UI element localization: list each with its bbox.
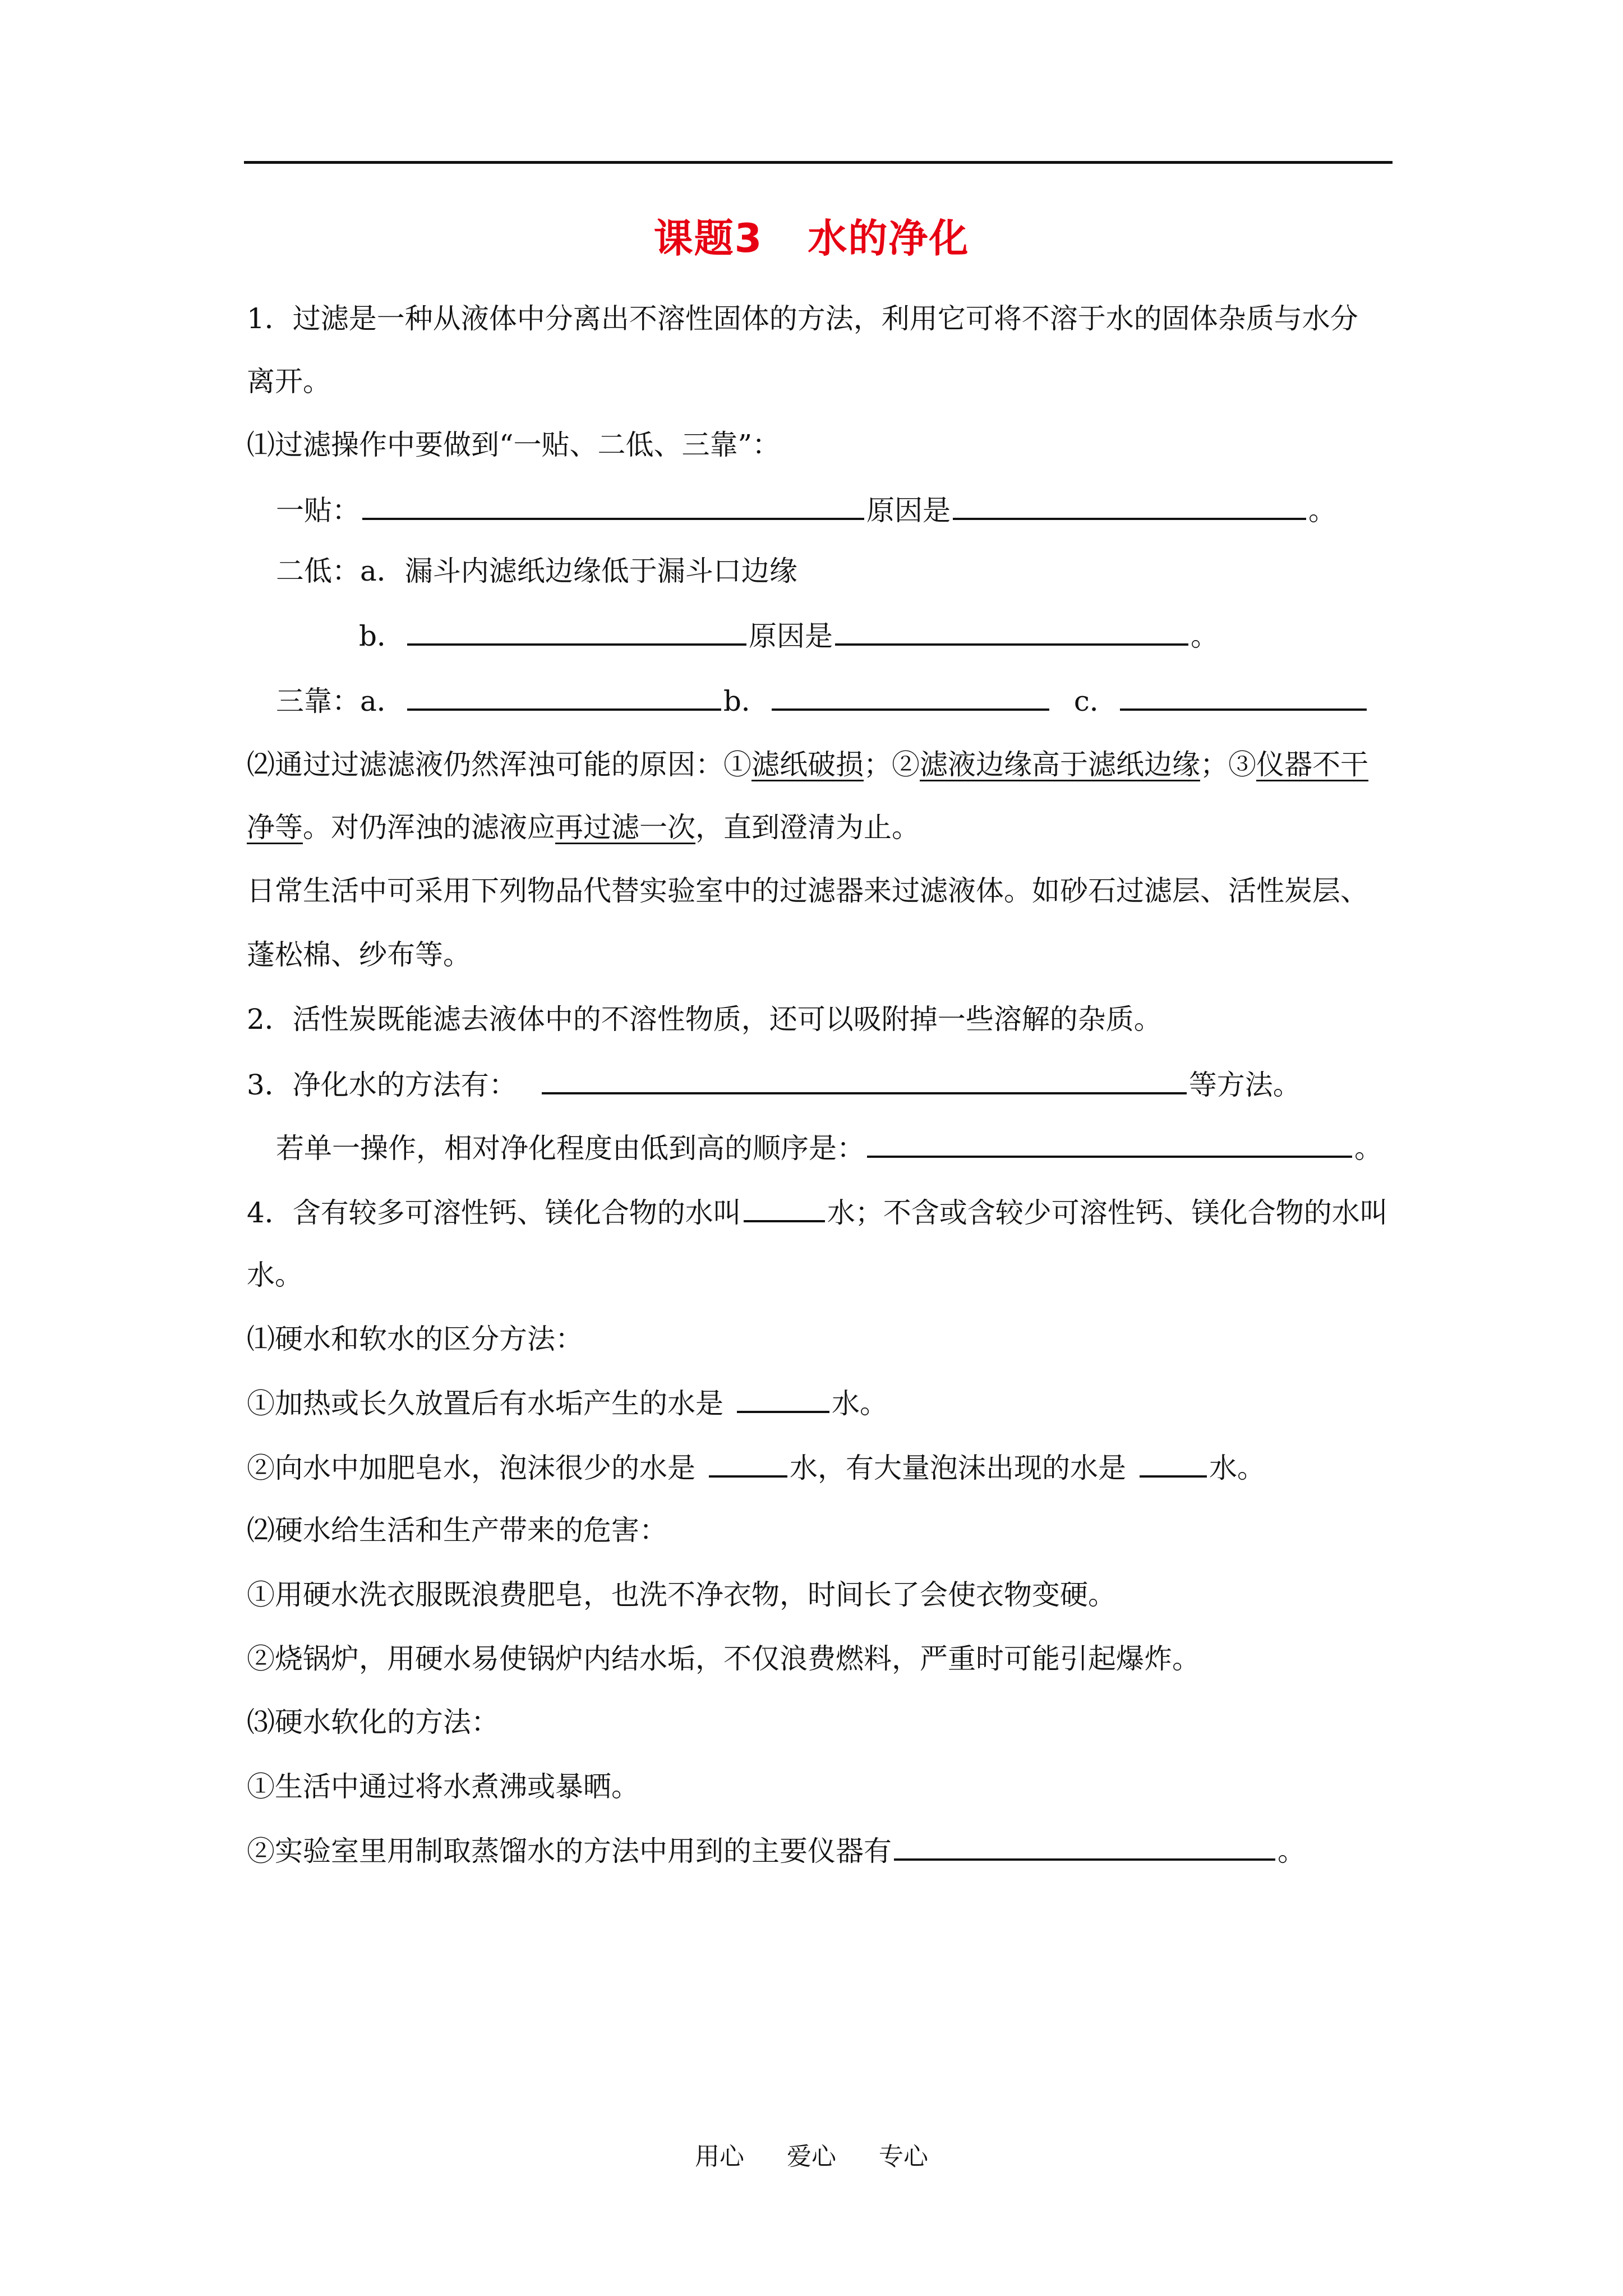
sankao-c-label: c． — [1073, 685, 1118, 717]
q4-line1-a: 4．含有较多可溶性钙、镁化合物的水叫 — [247, 1197, 741, 1229]
q4-s1-item1-b: 水。 — [832, 1387, 888, 1420]
q1-daily-line2: 蓬松棉、纱布等。 — [247, 938, 471, 971]
yitie-reason-blank[interactable] — [953, 490, 1306, 520]
q1-section1-heading: ⑴过滤操作中要做到“一贴、二低、三靠”： — [247, 429, 781, 461]
q2-text: 2．活性炭既能滤去液体中的不溶性物质，还可以吸附掉一些溶解的杂质。 — [247, 1003, 1162, 1036]
yitie-label: 一贴： — [276, 494, 360, 527]
q4-hard-water-blank[interactable] — [744, 1192, 825, 1222]
q1-yitie-row — [276, 490, 1336, 530]
erdi-b-label: b． — [359, 620, 405, 652]
q4-s3-heading: ⑶硬水软化的方法： — [247, 1706, 499, 1738]
q3-order-blank[interactable] — [867, 1128, 1352, 1158]
q3-period: 。 — [1354, 1132, 1382, 1165]
q4-line1-b: 水；不含或含较少可溶性钙、镁化合物的水叫 — [827, 1197, 1388, 1229]
q1-sankao-row — [276, 680, 1369, 721]
sankao-a-label: 三靠：a． — [276, 685, 405, 717]
q3-row — [247, 1064, 1301, 1105]
q1-erdi-row-b — [359, 615, 1219, 656]
s2-sep1: ；② — [864, 748, 920, 781]
q3-order-row — [276, 1128, 1382, 1168]
q4-s2-item1: ①用硬水洗衣服既浪费肥皂，也洗不净衣物，时间长了会使衣物变硬。 — [247, 1579, 1116, 1611]
s2-reason3b: 净等 — [247, 811, 303, 844]
title-name: 水的净化 — [808, 215, 970, 261]
sankao-a-blank[interactable] — [407, 680, 721, 711]
s2-end: ，直到澄清为止。 — [695, 811, 920, 844]
s2-reason1: 滤纸破损 — [751, 748, 864, 781]
erdi-b-period: 。 — [1191, 620, 1219, 652]
erdi-b-blank[interactable] — [407, 615, 746, 646]
q1-erdi-row-a: 二低：a．漏斗内滤纸边缘低于漏斗口边缘 — [276, 555, 797, 587]
s2-sep2: ；③ — [1200, 748, 1256, 781]
q4-s2-item2: ②烧锅炉，用硬水易使锅炉内结水垢，不仅浪费燃料，严重时可能引起爆炸。 — [247, 1642, 1200, 1675]
q1-daily-line1: 日常生活中可采用下列物品代替实验室中的过滤器来过滤液体。如砂石过滤层、活性炭层、 — [247, 875, 1368, 907]
q4-s3-item2-blank[interactable] — [894, 1830, 1275, 1861]
footer-item: 爱心 — [787, 2142, 836, 2171]
q4-s1-item2-blank2[interactable] — [1140, 1447, 1207, 1478]
sankao-b-label: b． — [723, 685, 769, 717]
s2-reason2: 滤液边缘高于滤纸边缘 — [920, 748, 1200, 781]
s2-action: 再过滤一次 — [555, 811, 695, 844]
yitie-reason-label: 原因是 — [866, 494, 951, 527]
erdi-b-reason-blank[interactable] — [835, 615, 1188, 646]
yitie-period: 。 — [1308, 494, 1336, 527]
q4-s1-heading: ⑴硬水和软水的区分方法： — [247, 1323, 583, 1355]
q1-section2-line2 — [247, 808, 920, 847]
q4-s1-item2-a: ②向水中加肥皂水，泡沫很少的水是 — [247, 1452, 695, 1484]
q4-s1-item2-c: 水。 — [1209, 1452, 1265, 1484]
s2-prefix: ⑵通过过滤滤液仍然浑浊可能的原因：① — [247, 748, 751, 781]
q4-s1-item1-blank[interactable] — [737, 1383, 829, 1413]
q3-methods-blank[interactable] — [542, 1064, 1187, 1094]
erdi-b-reason-label: 原因是 — [749, 620, 833, 652]
s2-mid: 。对仍浑浊的滤液应 — [303, 811, 555, 844]
s2-reason3a: 仪器不干 — [1256, 748, 1368, 781]
q4-s3-item1: ①生活中通过将水煮沸或暴晒。 — [247, 1770, 639, 1803]
page-title — [0, 210, 1623, 266]
header-rule — [244, 161, 1393, 164]
sankao-c-blank[interactable] — [1120, 680, 1367, 711]
q4-s3-period: 。 — [1278, 1835, 1306, 1867]
sankao-b-blank[interactable] — [772, 680, 1049, 711]
q4-s1-item2-blank1[interactable] — [709, 1447, 787, 1478]
yitie-blank[interactable] — [362, 490, 864, 520]
q4-s1-item1-a: ①加热或长久放置后有水垢产生的水是 — [247, 1387, 723, 1420]
q4-s1-item2-b: 水，有大量泡沫出现的水是 — [790, 1452, 1126, 1484]
q4-s3-item2-label: ②实验室里用制取蒸馏水的方法中用到的主要仪器有 — [247, 1835, 892, 1867]
footer-item: 专心 — [879, 2142, 928, 2171]
q1-section2-line1 — [247, 745, 1368, 784]
q3-order-label: 若单一操作，相对净化程度由低到高的顺序是： — [276, 1132, 865, 1165]
page-footer — [0, 2140, 1623, 2174]
q4-line2: 水。 — [247, 1259, 303, 1291]
q1-intro-line2: 离开。 — [247, 365, 331, 398]
q4-s1-item1 — [247, 1383, 888, 1423]
q1-intro-line1: 1．过滤是一种从液体中分离出不溶性固体的方法，利用它可将不溶于水的固体杂质与水分 — [247, 302, 1358, 335]
q4-s1-item2 — [247, 1447, 1265, 1488]
q3-suffix: 等方法。 — [1188, 1069, 1301, 1101]
q4-s2-heading: ⑵硬水给生活和生产带来的危害： — [247, 1514, 667, 1547]
footer-item: 用心 — [695, 2142, 744, 2171]
title-label: 课题3 — [653, 215, 763, 261]
q4-s3-item2 — [247, 1830, 1306, 1871]
q3-label: 3．净化水的方法有： — [247, 1069, 517, 1101]
q4-line1 — [247, 1192, 1388, 1232]
